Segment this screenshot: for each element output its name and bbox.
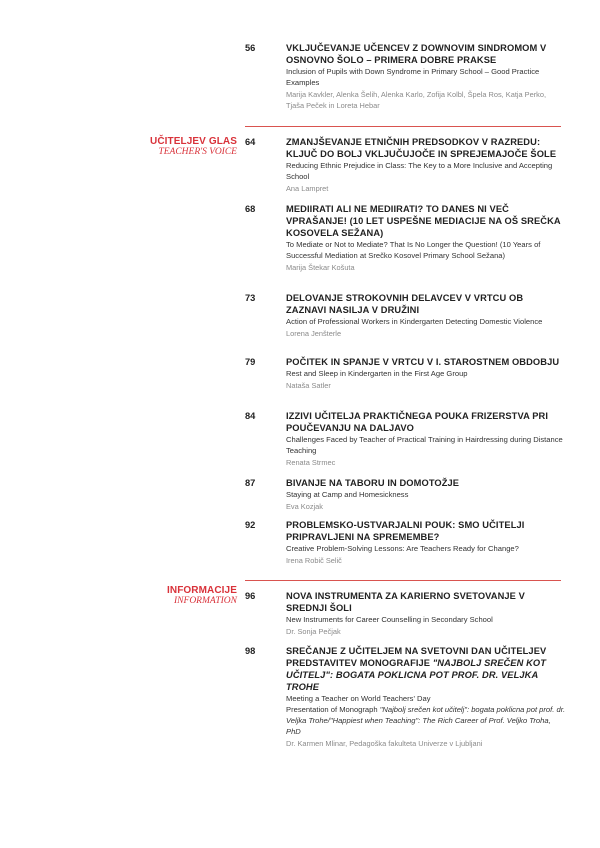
page-number: 73 [245, 293, 256, 303]
section-divider [245, 126, 561, 127]
page-number: 84 [245, 411, 256, 421]
entry-subtitle: To Mediate or Not to Mediate? That Is No Longer the Question! (10 Years of Successful Mediation at Srečko Kosovel Primary School Sežana) [286, 240, 541, 260]
entry-title: DELOVANJE STROKOVNIH DELAVCEV V VRTCU OB ZAZNAVI NASILJA V DRUŽINI [286, 293, 524, 315]
entry-title: VKLJUČEVANJE UČENCEV Z DOWNOVIM SINDROMOM V OSNOVNO ŠOLO – PRIMERA DOBRE PRAKSE [286, 43, 547, 65]
toc-entry[interactable] [245, 477, 565, 512]
entry-subtitle: Action of Professional Workers in Kindergarten Detecting Domestic Violence [286, 317, 543, 326]
page-number: 68 [245, 204, 256, 214]
entry-authors: Nataša Satler [286, 381, 331, 390]
section-label-information [167, 585, 237, 607]
section-title: UČITELJEV GLAS [150, 136, 237, 147]
toc-entry[interactable] [245, 410, 565, 468]
entry-authors: Dr. Karmen Mlinar, Pedagoška fakulteta Univerze v Ljubljani [286, 739, 483, 748]
page-number: 56 [245, 43, 256, 53]
page-number: 87 [245, 478, 256, 488]
page-number: 96 [245, 591, 256, 601]
entry-title: NOVA INSTRUMENTA ZA KARIERNO SVETOVANJE V SREDNJI ŠOLI [286, 591, 525, 613]
entry-subtitle: Reducing Ethnic Prejudice in Class: The Key to a More Inclusive and Accepting School [286, 161, 553, 181]
toc-entry[interactable] [245, 645, 565, 749]
entry-title: IZZIVI UČITELJA PRAKTIČNEGA POUKA FRIZERSTVA PRI POUČEVANJU NA DALJAVO [286, 411, 549, 433]
section-label-teachers-voice [150, 136, 237, 158]
page-number: 98 [245, 646, 256, 656]
entry-subtitle: Creative Problem-Solving Lessons: Are Teachers Ready for Change? [286, 544, 519, 553]
entry-title: PROBLEMSKO-USTVARJALNI POUK: SMO UČITELJI PRIPRAVLJENI NA SPREMEMBE? [286, 520, 525, 542]
entry-title: MEDIIRATI ALI NE MEDIIRATI? TO DANES NI VEČ VPRAŠANJE! (10 LET USPEŠNE MEDIACIJE NA OŠ SREČKA KOSOVELA SEŽANA) [286, 204, 561, 238]
section-title-en: TEACHER'S VOICE [158, 147, 237, 157]
entry-subtitle: Meeting a Teacher on World Teachers' Day [286, 694, 431, 703]
entry-authors: Irena Robič Selič [286, 556, 342, 565]
entry-title [286, 645, 566, 693]
page-number: 92 [245, 520, 256, 530]
entry-authors: Marija Kavkler, Alenka Šelih, Alenka Karlo, Zofija Kolbl, Špela Ros, Katja Perko, Tjaša Peček in Loreta Hebar [286, 90, 547, 110]
entry-title-monograph: "NAJBOLJ SREČEN KOT UČITELJ": BOGATA POKLICNA POT PROF. DR. VELJKA TROHE [286, 658, 547, 692]
toc-entry[interactable] [245, 356, 565, 391]
section-divider [245, 580, 561, 581]
section-title-en: INFORMATION [174, 596, 237, 606]
entry-authors: Renata Strmec [286, 458, 336, 467]
entry-title: BIVANJE NA TABORU IN DOMOTOŽJE [286, 478, 460, 488]
entry-subtitle-2-monograph: "Najbolj srečen kot učitelj": bogata poklicna pot prof. dr. Veljka Trohe/"Happiest when Teaching": The Rich Career of Prof. Veljko Troha, PhD [286, 705, 566, 736]
entry-title: POČITEK IN SPANJE V VRTCU V I. STAROSTNEM OBDOBJU [286, 357, 560, 367]
entry-subtitle: New Instruments for Career Counselling in Secondary School [286, 615, 493, 624]
toc-entry[interactable] [245, 136, 565, 194]
entry-subtitle: Challenges Faced by Teacher of Practical Training in Hairdressing during Distance Teaching [286, 435, 563, 455]
entry-subtitle-2 [286, 704, 566, 737]
entry-authors: Eva Kozjak [286, 502, 323, 511]
entry-authors: Marija Štekar Košuta [286, 263, 355, 272]
entry-subtitle-2-part: Presentation of Monograph [286, 705, 380, 714]
entry-subtitle: Staying at Camp and Homesickness [286, 490, 409, 499]
entry-subtitle: Rest and Sleep in Kindergarten in the First Age Group [286, 369, 468, 378]
entry-authors: Ana Lampret [286, 184, 329, 193]
toc-entry[interactable] [245, 519, 565, 566]
toc-entry[interactable] [245, 203, 565, 273]
page-number: 79 [245, 357, 256, 367]
entry-subtitle: Inclusion of Pupils with Down Syndrome in Primary School – Good Practice Examples [286, 67, 540, 87]
entry-title: ZMANJŠEVANJE ETNIČNIH PREDSODKOV V RAZREDU: KLJUČ DO BOLJ VKLJUČUJOČE IN SPREJEMAJOČE ŠOLE [286, 137, 557, 159]
toc-entry[interactable] [245, 590, 565, 637]
toc-entry[interactable] [245, 292, 565, 339]
page-number: 64 [245, 137, 256, 147]
section-title: INFORMACIJE [167, 585, 237, 596]
entry-authors: Dr. Sonja Pečjak [286, 627, 341, 636]
entry-title-part: SREČANJE Z UČITELJEM NA SVETOVNI DAN UČITELJEV PREDSTAVITEV MONOGRAFIJE [286, 646, 547, 668]
toc-entry[interactable] [245, 42, 565, 111]
entry-authors: Lorena Jenšterle [286, 329, 342, 338]
